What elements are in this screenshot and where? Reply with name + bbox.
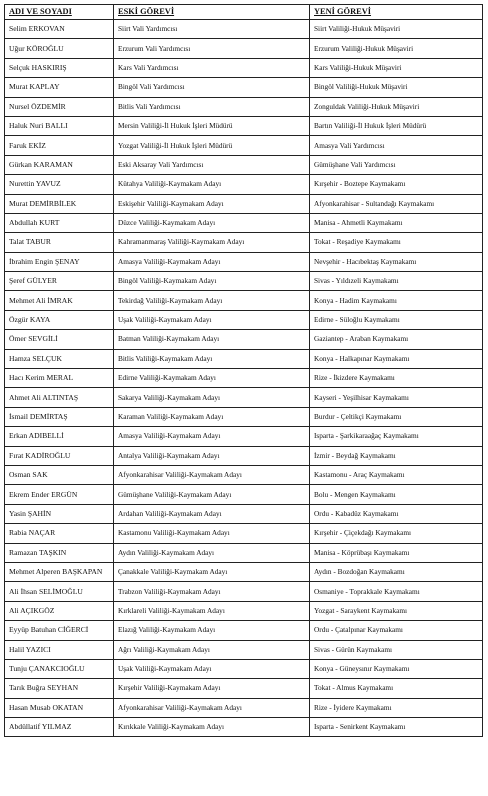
cell-new-position: Isparta - Senirkent Kaymakamı xyxy=(310,718,483,737)
cell-old-position: Uşak Valiliği-Kaymakam Adayı xyxy=(114,659,310,678)
table-row xyxy=(5,330,483,349)
cell-old-position: Bitlis Valiliği-Kaymakam Adayı xyxy=(114,349,310,368)
table-row xyxy=(5,698,483,717)
table-header xyxy=(5,5,483,20)
table-row xyxy=(5,175,483,194)
cell-new-position: Sivas - Gürün Kaymakamı xyxy=(310,640,483,659)
cell-old-position: Tekirdağ Valiliği-Kaymakam Adayı xyxy=(114,291,310,310)
cell-old-position: Afyonkarahisar Valiliği-Kaymakam Adayı xyxy=(114,465,310,484)
table-row xyxy=(5,291,483,310)
cell-old-position: Karaman Valiliği-Kaymakam Adayı xyxy=(114,407,310,426)
cell-old-position: Çanakkale Valiliği-Kaymakam Adayı xyxy=(114,562,310,581)
cell-old-position: Bingöl Valiliği-Kaymakam Adayı xyxy=(114,272,310,291)
cell-old-position: Sakarya Valiliği-Kaymakam Adayı xyxy=(114,388,310,407)
cell-name: Mehmet Alperen BAŞKAPAN xyxy=(5,562,114,581)
cell-name: Özgür KAYA xyxy=(5,310,114,329)
cell-new-position: Konya - Halkapınar Kaymakamı xyxy=(310,349,483,368)
cell-name: Osman SAK xyxy=(5,465,114,484)
table-row xyxy=(5,39,483,58)
cell-old-position: Bitlis Vali Yardımcısı xyxy=(114,97,310,116)
cell-new-position: Zonguldak Valiliği-Hukuk Müşaviri xyxy=(310,97,483,116)
cell-new-position: Bingöl Valiliği-Hukuk Müşaviri xyxy=(310,78,483,97)
cell-old-position: Aydın Valiliği-Kaymakam Adayı xyxy=(114,543,310,562)
table-row xyxy=(5,155,483,174)
cell-old-position: Antalya Valiliği-Kaymakam Adayı xyxy=(114,446,310,465)
cell-new-position: Rize - İyidere Kaymakamı xyxy=(310,698,483,717)
table-row xyxy=(5,621,483,640)
cell-name: Hacı Kerim MERAL xyxy=(5,369,114,388)
table-row xyxy=(5,640,483,659)
cell-new-position: Erzurum Valiliği-Hukuk Müşaviri xyxy=(310,39,483,58)
cell-name: Uğur KÖROĞLU xyxy=(5,39,114,58)
cell-old-position: Ağrı Valiliği-Kaymakam Adayı xyxy=(114,640,310,659)
cell-new-position: Kars Valiliği-Hukuk Müşaviri xyxy=(310,58,483,77)
cell-new-position: Tokat - Almus Kaymakamı xyxy=(310,679,483,698)
cell-name: Nursel ÖZDEMİR xyxy=(5,97,114,116)
cell-new-position: Burdur - Çeltikçi Kaymakamı xyxy=(310,407,483,426)
cell-old-position: Kırşehir Valiliği-Kaymakam Adayı xyxy=(114,679,310,698)
cell-name: Ali AÇIKGÖZ xyxy=(5,601,114,620)
cell-name: Halil YAZICI xyxy=(5,640,114,659)
cell-old-position: Kastamonu Valiliği-Kaymakam Adayı xyxy=(114,524,310,543)
table-row xyxy=(5,465,483,484)
table-row xyxy=(5,116,483,135)
cell-name: Hamza SELÇUK xyxy=(5,349,114,368)
cell-old-position: Batman Valiliği-Kaymakam Adayı xyxy=(114,330,310,349)
cell-name: İbrahim Engin ŞENAY xyxy=(5,252,114,271)
table-row xyxy=(5,407,483,426)
cell-new-position: Rize - İkizdere Kaymakamı xyxy=(310,369,483,388)
table-row xyxy=(5,78,483,97)
table-row xyxy=(5,194,483,213)
cell-new-position: İzmir - Beydağ Kaymakamı xyxy=(310,446,483,465)
cell-name: Nurettin YAVUZ xyxy=(5,175,114,194)
cell-name: Ramazan TAŞKIN xyxy=(5,543,114,562)
header-row xyxy=(5,5,483,20)
cell-name: Murat DEMİRBİLEK xyxy=(5,194,114,213)
cell-name: Gürkan KARAMAN xyxy=(5,155,114,174)
table-row xyxy=(5,136,483,155)
cell-old-position: Afyonkarahisar Valiliği-Kaymakam Adayı xyxy=(114,698,310,717)
cell-name: Abdullah KURT xyxy=(5,213,114,232)
cell-new-position: Manisa - Ahmetli Kaymakamı xyxy=(310,213,483,232)
cell-new-position: Manisa - Köprübaşı Kaymakamı xyxy=(310,543,483,562)
cell-old-position: Uşak Valiliği-Kaymakam Adayı xyxy=(114,310,310,329)
cell-name: Ömer SEVGİLİ xyxy=(5,330,114,349)
cell-name: Tarık Buğra SEYHAN xyxy=(5,679,114,698)
cell-new-position: Yozgat - Saraykent Kaymakamı xyxy=(310,601,483,620)
table-row xyxy=(5,369,483,388)
cell-old-position: Amasya Valiliği-Kaymakam Adayı xyxy=(114,427,310,446)
cell-name: Hasan Musab OKATAN xyxy=(5,698,114,717)
cell-old-position: Kars Vali Yardımcısı xyxy=(114,58,310,77)
cell-old-position: Kütahya Valiliği-Kaymakam Adayı xyxy=(114,175,310,194)
table-row xyxy=(5,524,483,543)
table-row xyxy=(5,601,483,620)
cell-name: Erkan ADIBELLİ xyxy=(5,427,114,446)
table-row xyxy=(5,388,483,407)
cell-new-position: Siirt Valiliği-Hukuk Müşaviri xyxy=(310,20,483,39)
table-row xyxy=(5,97,483,116)
cell-old-position: Düzce Valiliği-Kaymakam Adayı xyxy=(114,213,310,232)
cell-name: Ali İhsan SELİMOĞLU xyxy=(5,582,114,601)
cell-old-position: Mersin Valiliği-İl Hukuk İşleri Müdürü xyxy=(114,116,310,135)
cell-new-position: Kayseri - Yeşilhisar Kaymakamı xyxy=(310,388,483,407)
cell-new-position: Kastamonu - Araç Kaymakamı xyxy=(310,465,483,484)
table-row xyxy=(5,562,483,581)
table-row xyxy=(5,349,483,368)
cell-new-position: Afyonkarahisar - Sultandağı Kaymakamı xyxy=(310,194,483,213)
cell-name: İsmail DEMİRTAŞ xyxy=(5,407,114,426)
cell-new-position: Gaziantep - Araban Kaymakamı xyxy=(310,330,483,349)
cell-name: Yasin ŞAHİN xyxy=(5,504,114,523)
cell-name: Abdüllatif YILMAZ xyxy=(5,718,114,737)
table-row xyxy=(5,252,483,271)
table-row xyxy=(5,679,483,698)
cell-name: Fırat KADİROĞLU xyxy=(5,446,114,465)
cell-new-position: Gümüşhane Vali Yardımcısı xyxy=(310,155,483,174)
cell-name: Selim ERKOVAN xyxy=(5,20,114,39)
cell-old-position: Siirt Vali Yardımcısı xyxy=(114,20,310,39)
table-row xyxy=(5,310,483,329)
cell-new-position: Nevşehir - Hacıbektaş Kaymakamı xyxy=(310,252,483,271)
cell-name: Şeref GÜLYER xyxy=(5,272,114,291)
cell-old-position: Yozgat Valiliği-İl Hukuk İşleri Müdürü xyxy=(114,136,310,155)
cell-old-position: Kahramanmaraş Valiliği-Kaymakam Adayı xyxy=(114,233,310,252)
cell-name: Ahmet Ali ALTINTAŞ xyxy=(5,388,114,407)
cell-new-position: Bartın Valiliği-İl Hukuk İşleri Müdürü xyxy=(310,116,483,135)
cell-new-position: Bolu - Mengen Kaymakamı xyxy=(310,485,483,504)
cell-new-position: Isparta - Şarkikaraağaç Kaymakamı xyxy=(310,427,483,446)
cell-new-position: Ordu - Çatalpınar Kaymakamı xyxy=(310,621,483,640)
table-row xyxy=(5,446,483,465)
table-row xyxy=(5,718,483,737)
cell-new-position: Osmaniye - Toprakkale Kaymakamı xyxy=(310,582,483,601)
cell-new-position: Konya - Güneysınır Kaymakamı xyxy=(310,659,483,678)
table-row xyxy=(5,213,483,232)
cell-old-position: Ardahan Valiliği-Kaymakam Adayı xyxy=(114,504,310,523)
table-row xyxy=(5,58,483,77)
cell-old-position: Trabzon Valiliği-Kaymakam Adayı xyxy=(114,582,310,601)
cell-new-position: Ordu - Kabadüz Kaymakamı xyxy=(310,504,483,523)
cell-new-position: Kırşehir - Boztepe Kaymakamı xyxy=(310,175,483,194)
cell-old-position: Gümüşhane Valiliği-Kaymakam Adayı xyxy=(114,485,310,504)
table-row xyxy=(5,659,483,678)
cell-old-position: Kırklareli Valiliği-Kaymakam Adayı xyxy=(114,601,310,620)
cell-name: Mehmet Ali İMRAK xyxy=(5,291,114,310)
table-row xyxy=(5,20,483,39)
cell-name: Rabia NAÇAR xyxy=(5,524,114,543)
header-old-position: ESKİ GÖREVİ xyxy=(114,5,310,20)
cell-new-position: Konya - Hadim Kaymakamı xyxy=(310,291,483,310)
cell-name: Ekrem Ender ERGÜN xyxy=(5,485,114,504)
table-row xyxy=(5,233,483,252)
cell-old-position: Amasya Valiliği-Kaymakam Adayı xyxy=(114,252,310,271)
cell-name: Murat KAPLAY xyxy=(5,78,114,97)
cell-name: Faruk EKİZ xyxy=(5,136,114,155)
header-new-position: YENİ GÖREVİ xyxy=(310,5,483,20)
cell-old-position: Edirne Valiliği-Kaymakam Adayı xyxy=(114,369,310,388)
cell-name: Selçuk HASKIRIŞ xyxy=(5,58,114,77)
header-name: ADI VE SOYADI xyxy=(5,5,114,20)
appointments-table xyxy=(4,4,483,737)
table-row xyxy=(5,485,483,504)
table-row xyxy=(5,543,483,562)
cell-name: Eyyüp Batuhan CİĞERCİ xyxy=(5,621,114,640)
table-row xyxy=(5,427,483,446)
cell-old-position: Eski Aksaray Vali Yardımcısı xyxy=(114,155,310,174)
cell-old-position: Eskişehir Valiliği-Kaymakam Adayı xyxy=(114,194,310,213)
table-row xyxy=(5,272,483,291)
table-row xyxy=(5,504,483,523)
cell-old-position: Erzurum Vali Yardımcısı xyxy=(114,39,310,58)
cell-name: Haluk Nuri BALLI xyxy=(5,116,114,135)
table-body xyxy=(5,20,483,737)
cell-old-position: Bingöl Vali Yardımcısı xyxy=(114,78,310,97)
cell-old-position: Elazığ Valiliği-Kaymakam Adayı xyxy=(114,621,310,640)
cell-new-position: Aydın - Bozdoğan Kaymakamı xyxy=(310,562,483,581)
cell-name: Tunju ÇANAKCIOĞLU xyxy=(5,659,114,678)
cell-new-position: Edirne - Süloğlu Kaymakamı xyxy=(310,310,483,329)
cell-new-position: Tokat - Reşadiye Kaymakamı xyxy=(310,233,483,252)
cell-old-position: Kırıkkale Valiliği-Kaymakam Adayı xyxy=(114,718,310,737)
cell-new-position: Amasya Vali Yardımcısı xyxy=(310,136,483,155)
table-row xyxy=(5,582,483,601)
cell-name: Talat TABUR xyxy=(5,233,114,252)
cell-new-position: Sivas - Yıldızeli Kaymakamı xyxy=(310,272,483,291)
cell-new-position: Kırşehir - Çiçekdağı Kaymakamı xyxy=(310,524,483,543)
